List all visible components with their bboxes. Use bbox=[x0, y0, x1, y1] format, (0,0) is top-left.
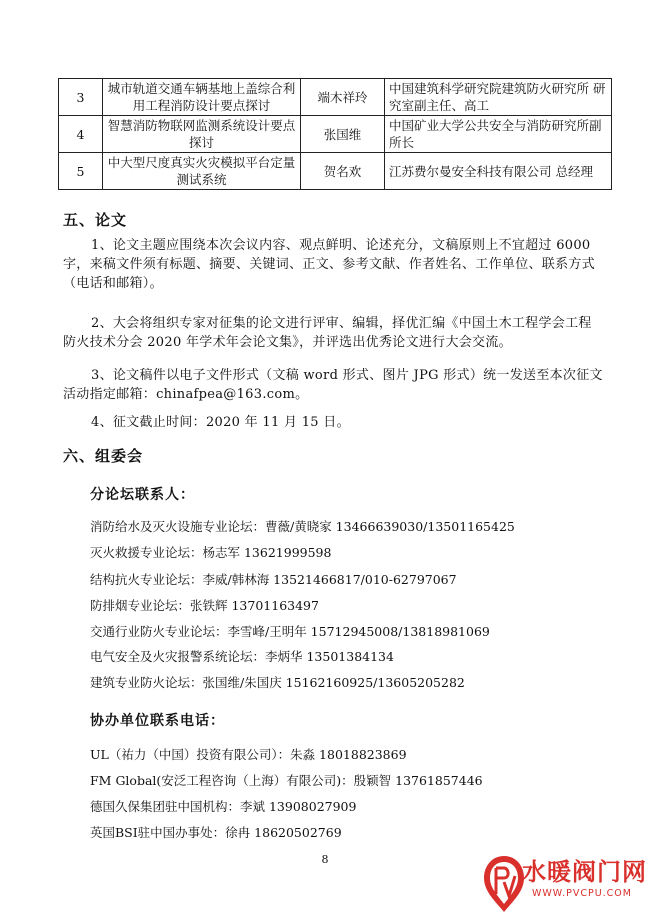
co-organizer-contact: 德国久保集团驻中国机构：李斌 13908027909 bbox=[90, 799, 357, 814]
forum-contact: 电气安全及火灾报警系统论坛：李炳华 13501384134 bbox=[90, 649, 394, 664]
forum-contact: 结构抗火专业论坛：李威/韩林海 13521466817/010-62797067 bbox=[90, 572, 457, 587]
forum-contact: 消防给水及灭火设施专业论坛：曹薇/黄晓家 13466639030/13501165425 bbox=[90, 519, 515, 534]
co-organizer-contact: UL（祐力（中国）投资有限公司）：朱淼 18018823869 bbox=[90, 747, 407, 762]
table-row bbox=[59, 116, 612, 153]
table-row bbox=[59, 153, 612, 190]
co-organizer-heading: 协办单位联系电话： bbox=[90, 713, 225, 729]
row-topic: 中大型尺度真实火灾模拟平台定量测试系统 bbox=[103, 153, 301, 190]
forum-contact: 灭火救援专业论坛：杨志军 13621999598 bbox=[90, 545, 332, 560]
speaker-table bbox=[58, 78, 612, 190]
forum-contact: 防排烟专业论坛：张铁辉 13701163497 bbox=[90, 598, 319, 613]
row-speaker: 张国维 bbox=[301, 116, 385, 153]
row-topic: 智慧消防物联网监测系统设计要点探讨 bbox=[103, 116, 301, 153]
row-organization: 江苏费尔曼安全科技有限公司 总经理 bbox=[385, 153, 612, 190]
row-index: 5 bbox=[59, 153, 103, 190]
row-organization: 中国建筑科学研究院建筑防火研究所 研究室副主任、高工 bbox=[385, 79, 612, 116]
row-speaker: 端木祥玲 bbox=[301, 79, 385, 116]
section-six-heading: 六、组委会 bbox=[63, 447, 144, 465]
row-index: 4 bbox=[59, 116, 103, 153]
section-five-heading: 五、论文 bbox=[63, 211, 128, 229]
row-organization: 中国矿业大学公共安全与消防研究所副所长 bbox=[385, 116, 612, 153]
co-organizer-contact: FM Global(安泛工程咨询（上海）有限公司)：殷颖智 13761857446 bbox=[90, 773, 483, 788]
forum-contact: 建筑专业防火论坛：张国维/朱国庆 15162160925/13605205282 bbox=[90, 675, 465, 690]
co-organizer-contact: 英国BSI驻中国办事处：徐冉 18620502769 bbox=[90, 825, 342, 840]
pv-logo-icon bbox=[482, 854, 526, 914]
page-number: 8 bbox=[321, 853, 329, 866]
watermark bbox=[482, 846, 650, 920]
paper-item-4: 4、征文截止时间：2020 年 11 月 15 日。 bbox=[91, 415, 350, 430]
row-index: 3 bbox=[59, 79, 103, 116]
paper-item-1: 1、论文主题应围绕本次会议内容、观点鲜明、论述充分，文稿原则上不宜超过 6000 字，来稿文件须有标题、摘要、关键词、正文、参考文献、作者姓名、工作单位、联系方式（电话和邮箱）。 bbox=[63, 238, 596, 291]
row-speaker: 贺名欢 bbox=[301, 153, 385, 190]
watermark-url: WWW.PVCPU.COM bbox=[532, 888, 632, 899]
forum-contact: 交通行业防火专业论坛：李雪峰/王明年 15712945008/13818981069 bbox=[90, 624, 490, 639]
forum-contacts-heading: 分论坛联系人： bbox=[90, 487, 195, 503]
row-topic: 城市轨道交通车辆基地上盖综合利用工程消防设计要点探讨 bbox=[103, 79, 301, 116]
watermark-text: 水暖阀门网 bbox=[522, 858, 647, 886]
table-row bbox=[59, 79, 612, 116]
paper-item-2: 2、大会将组织专家对征集的论文进行评审、编辑，择优汇编《中国土木工程学会工程防火技术分会 2020 年学术年会论文集》，并评选出优秀论文进行大会交流。 bbox=[63, 316, 592, 350]
paper-item-3: 3、论文稿件以电子文件形式（文稿 word 形式、图片 JPG 形式）统一发送至本次征文活动指定邮箱：chinafpea@163.com。 bbox=[63, 368, 603, 402]
